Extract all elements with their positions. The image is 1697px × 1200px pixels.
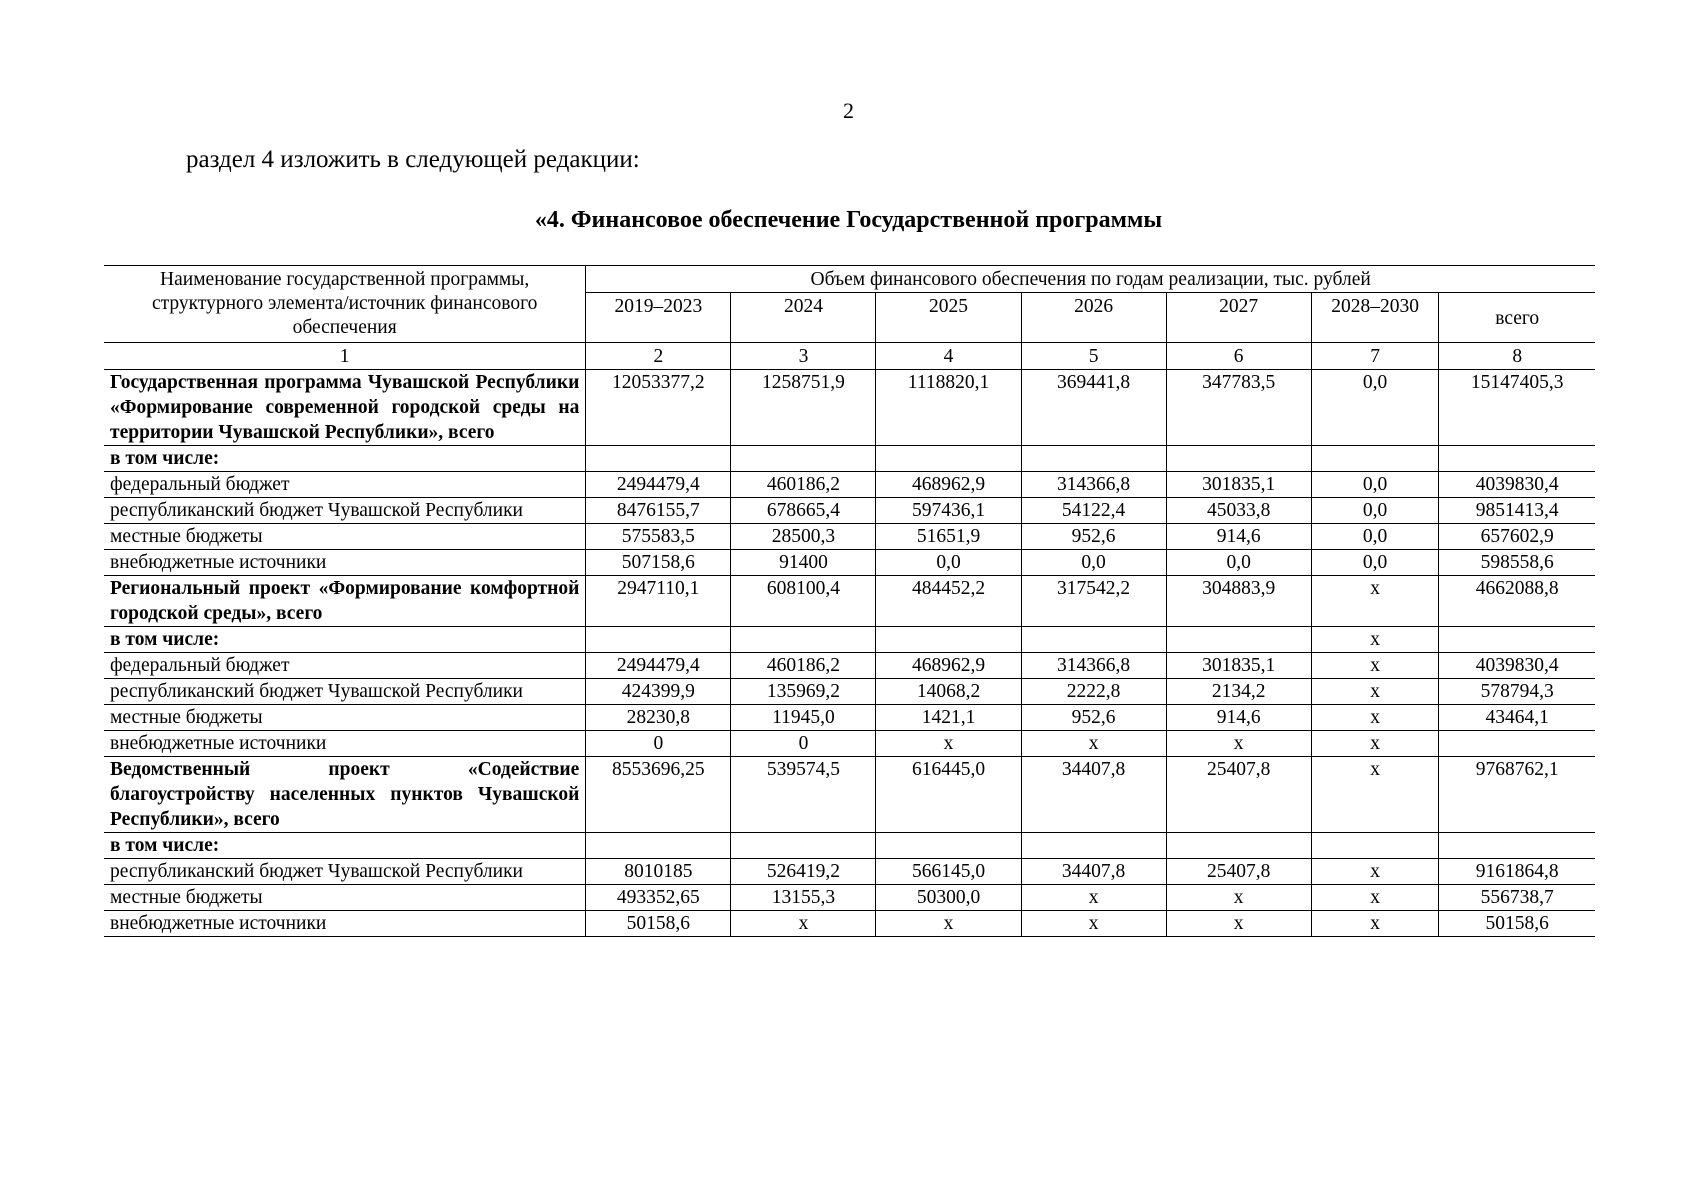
row-value: 0,0 — [1311, 550, 1439, 576]
row-value: 460186,2 — [731, 653, 876, 679]
row-value: х — [1311, 757, 1439, 833]
row-value: 914,6 — [1166, 705, 1311, 731]
header-period: 2027 — [1166, 293, 1311, 343]
row-value: х — [1021, 911, 1166, 937]
header-volume-column: Объем финансового обеспечения по годам реализации, тыс. рублей — [586, 266, 1595, 293]
header-period: 2024 — [731, 293, 876, 343]
row-value: 608100,4 — [731, 576, 876, 627]
financing-table — [104, 265, 1595, 937]
row-value — [1021, 627, 1166, 653]
row-name: республиканский бюджет Чувашской Республики — [104, 679, 586, 705]
row-value — [1439, 833, 1595, 859]
row-value: 317542,2 — [1021, 576, 1166, 627]
row-value: 2947110,1 — [586, 576, 731, 627]
row-value — [586, 627, 731, 653]
row-value: 468962,9 — [876, 653, 1021, 679]
row-value: 4662088,8 — [1439, 576, 1595, 627]
row-value: 952,6 — [1021, 524, 1166, 550]
row-value: 678665,4 — [731, 498, 876, 524]
row-name: местные бюджеты — [104, 524, 586, 550]
header-period: 2025 — [876, 293, 1021, 343]
row-name: Региональный проект «Формирование комфортной городской среды», всего — [104, 576, 586, 627]
row-value: 0 — [731, 731, 876, 757]
row-value: 566145,0 — [876, 859, 1021, 885]
row-name: в том числе: — [104, 446, 586, 472]
header-period: 2026 — [1021, 293, 1166, 343]
row-name: федеральный бюджет — [104, 653, 586, 679]
row-value: 50158,6 — [1439, 911, 1595, 937]
row-value: 460186,2 — [731, 472, 876, 498]
row-value: 28500,3 — [731, 524, 876, 550]
table-row — [104, 679, 1595, 705]
row-value: 0,0 — [1311, 498, 1439, 524]
row-value: х — [1166, 911, 1311, 937]
header-period-total: всего — [1439, 293, 1595, 343]
row-value: 34407,8 — [1021, 859, 1166, 885]
table-row — [104, 627, 1595, 653]
row-value — [1021, 446, 1166, 472]
row-value: 4039830,4 — [1439, 653, 1595, 679]
row-value: 34407,8 — [1021, 757, 1166, 833]
row-value: 54122,4 — [1021, 498, 1166, 524]
row-value — [876, 833, 1021, 859]
row-value — [876, 446, 1021, 472]
row-value: 914,6 — [1166, 524, 1311, 550]
column-number: 7 — [1311, 343, 1439, 370]
row-value: 597436,1 — [876, 498, 1021, 524]
row-value: х — [731, 911, 876, 937]
page-number: 2 — [843, 98, 854, 123]
row-value: 8476155,7 — [586, 498, 731, 524]
row-value: 2494479,4 — [586, 653, 731, 679]
row-name: в том числе: — [104, 627, 586, 653]
row-value: 1421,1 — [876, 705, 1021, 731]
row-value: х — [1021, 885, 1166, 911]
header-name-column: Наименование государственной программы, структурного элемента/источник финансового обеспечения — [104, 266, 586, 343]
row-value: 50158,6 — [586, 911, 731, 937]
row-value: 493352,65 — [586, 885, 731, 911]
row-value: 657602,9 — [1439, 524, 1595, 550]
row-value: 2134,2 — [1166, 679, 1311, 705]
row-value: х — [876, 911, 1021, 937]
row-value — [1439, 731, 1595, 757]
row-value — [586, 446, 731, 472]
row-name: Государственная программа Чувашской Республики «Формирование современной городской среды на территории Чувашской Республики», всего — [104, 370, 586, 446]
row-value: 9851413,4 — [1439, 498, 1595, 524]
table-row — [104, 472, 1595, 498]
row-name: в том числе: — [104, 833, 586, 859]
row-value: 51651,9 — [876, 524, 1021, 550]
row-value: х — [1166, 731, 1311, 757]
row-value: 0,0 — [1166, 550, 1311, 576]
row-value — [1311, 446, 1439, 472]
row-value — [731, 627, 876, 653]
row-value: 43464,1 — [1439, 705, 1595, 731]
row-value: 304883,9 — [1166, 576, 1311, 627]
row-name: республиканский бюджет Чувашской Республики — [104, 859, 586, 885]
row-value: 0 — [586, 731, 731, 757]
row-value: х — [1021, 731, 1166, 757]
header-period: 2028–2030 — [1311, 293, 1439, 343]
table-body — [104, 370, 1595, 937]
intro-text: раздел 4 изложить в следующей редакции: — [186, 146, 640, 173]
column-number: 5 — [1021, 343, 1166, 370]
row-value: 135969,2 — [731, 679, 876, 705]
row-value: 28230,8 — [586, 705, 731, 731]
table-row — [104, 731, 1595, 757]
row-value: 507158,6 — [586, 550, 731, 576]
section-title: «4. Финансовое обеспечение Государственной программы — [534, 207, 1163, 233]
row-value: 301835,1 — [1166, 653, 1311, 679]
table-row — [104, 911, 1595, 937]
row-value: 15147405,3 — [1439, 370, 1595, 446]
row-value: 2494479,4 — [586, 472, 731, 498]
table-row — [104, 498, 1595, 524]
column-number: 1 — [104, 343, 586, 370]
row-value: 25407,8 — [1166, 757, 1311, 833]
table-row — [104, 370, 1595, 446]
row-value: 0,0 — [1021, 550, 1166, 576]
row-value: х — [1166, 885, 1311, 911]
row-value: 578794,3 — [1439, 679, 1595, 705]
row-value: х — [1311, 679, 1439, 705]
row-value — [1439, 446, 1595, 472]
row-value: х — [876, 731, 1021, 757]
row-value: 2222,8 — [1021, 679, 1166, 705]
row-value: 314366,8 — [1021, 653, 1166, 679]
row-name: федеральный бюджет — [104, 472, 586, 498]
row-value: 539574,5 — [731, 757, 876, 833]
row-value: 314366,8 — [1021, 472, 1166, 498]
row-value — [1166, 446, 1311, 472]
row-value: 556738,7 — [1439, 885, 1595, 911]
table-row — [104, 885, 1595, 911]
row-value: 0,0 — [1311, 524, 1439, 550]
row-value: х — [1311, 653, 1439, 679]
column-number: 3 — [731, 343, 876, 370]
row-value: 424399,9 — [586, 679, 731, 705]
row-value — [1166, 627, 1311, 653]
table-row — [104, 859, 1595, 885]
row-value: 50300,0 — [876, 885, 1021, 911]
row-name: Ведомственный проект «Содействие благоустройству населенных пунктов Чувашской Республики», всего — [104, 757, 586, 833]
row-value: х — [1311, 576, 1439, 627]
row-value: 526419,2 — [731, 859, 876, 885]
column-number: 6 — [1166, 343, 1311, 370]
table-row — [104, 833, 1595, 859]
row-value: 14068,2 — [876, 679, 1021, 705]
row-name: местные бюджеты — [104, 705, 586, 731]
row-value: 12053377,2 — [586, 370, 731, 446]
column-number: 4 — [876, 343, 1021, 370]
column-number: 8 — [1439, 343, 1595, 370]
row-value — [731, 446, 876, 472]
row-value: 347783,5 — [1166, 370, 1311, 446]
table-row — [104, 705, 1595, 731]
row-value: х — [1311, 859, 1439, 885]
row-name: местные бюджеты — [104, 885, 586, 911]
row-name: республиканский бюджет Чувашской Республики — [104, 498, 586, 524]
row-value: 9161864,8 — [1439, 859, 1595, 885]
row-value: 0,0 — [1311, 472, 1439, 498]
header-row-top — [104, 266, 1595, 293]
row-value — [1166, 833, 1311, 859]
row-value: х — [1311, 627, 1439, 653]
row-value: 0,0 — [1311, 370, 1439, 446]
column-number: 2 — [586, 343, 731, 370]
table-row — [104, 757, 1595, 833]
row-value: х — [1311, 731, 1439, 757]
row-value: х — [1311, 911, 1439, 937]
row-value: 8553696,25 — [586, 757, 731, 833]
row-value: 468962,9 — [876, 472, 1021, 498]
table-row — [104, 653, 1595, 679]
row-value — [1311, 833, 1439, 859]
table-row — [104, 576, 1595, 627]
row-name: внебюджетные источники — [104, 911, 586, 937]
row-value: 13155,3 — [731, 885, 876, 911]
row-value: 575583,5 — [586, 524, 731, 550]
table-header — [104, 266, 1595, 370]
row-value — [1439, 627, 1595, 653]
row-value: х — [1311, 705, 1439, 731]
row-value: х — [1311, 885, 1439, 911]
row-value: 45033,8 — [1166, 498, 1311, 524]
row-value: 301835,1 — [1166, 472, 1311, 498]
row-name: внебюджетные источники — [104, 731, 586, 757]
row-value: 25407,8 — [1166, 859, 1311, 885]
header-row-numbers — [104, 343, 1595, 370]
table-row — [104, 524, 1595, 550]
row-value: 8010185 — [586, 859, 731, 885]
row-value: 598558,6 — [1439, 550, 1595, 576]
row-name: внебюджетные источники — [104, 550, 586, 576]
row-value: 484452,2 — [876, 576, 1021, 627]
row-value: 369441,8 — [1021, 370, 1166, 446]
table-row — [104, 446, 1595, 472]
row-value: 952,6 — [1021, 705, 1166, 731]
row-value: 9768762,1 — [1439, 757, 1595, 833]
row-value — [586, 833, 731, 859]
row-value: 91400 — [731, 550, 876, 576]
header-period: 2019–2023 — [586, 293, 731, 343]
row-value: 1258751,9 — [731, 370, 876, 446]
row-value — [1021, 833, 1166, 859]
row-value: 616445,0 — [876, 757, 1021, 833]
row-value: 1118820,1 — [876, 370, 1021, 446]
row-value: 4039830,4 — [1439, 472, 1595, 498]
table-row — [104, 550, 1595, 576]
row-value — [731, 833, 876, 859]
row-value — [876, 627, 1021, 653]
row-value: 11945,0 — [731, 705, 876, 731]
row-value: 0,0 — [876, 550, 1021, 576]
